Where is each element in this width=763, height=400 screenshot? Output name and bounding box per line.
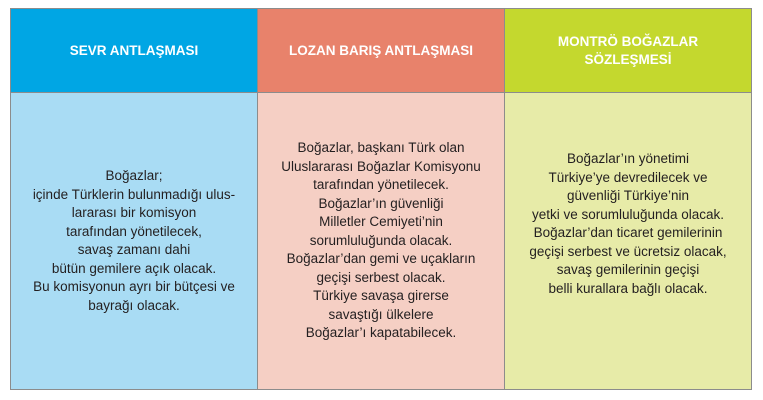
header-sevr	[11, 9, 257, 93]
header-lozan	[257, 9, 504, 93]
header-montreux-label: MONTRÖ BOĞAZLAR SÖZLEŞMESİ	[557, 33, 699, 67]
header-lozan-label: LOZAN BARIŞ ANTLAŞMASI	[289, 42, 473, 58]
body-sevr-text: Boğazlar; içinde Türklerin bulunmadığı ulus- lararası bir komisyon tarafından yönetilecek, savaş zamanı dahi bütün gemilere açık olacak. Bu komisyonun ayrı bir bütçesi ve bayrağı olacak.	[32, 168, 236, 313]
body-lozan	[257, 93, 504, 389]
body-montreux	[504, 93, 751, 389]
body-sevr	[11, 93, 257, 389]
header-sevr-label: SEVR ANTLAŞMASI	[69, 42, 199, 58]
body-montreux-text: Boğazlar’ın yönetimi Türkiye’ye devredilecek ve güvenliği Türkiye’nin yetki ve sorumluluğunda olacak. Boğazlar’dan ticaret gemilerinin geçişi serbest ve ücretsiz olacak, savaş gemilerinin geçişi belli kurallara bağlı olacak.	[529, 151, 727, 296]
comparison-table	[10, 8, 752, 390]
header-montreux	[504, 9, 751, 93]
body-lozan-text: Boğazlar, başkanı Türk olan Uluslararası Boğazlar Komisyonu tarafından yönetilecek. Boğazlar’ın güvenliği Milletler Cemiyeti’nin sorumluluğunda olacak. Boğazlar’dan gemi ve uçakların geçişi serbest olacak. Türkiye savaşa girerse savaştığı ülkelere Boğazlar’ı kapatabilecek.	[281, 140, 481, 341]
